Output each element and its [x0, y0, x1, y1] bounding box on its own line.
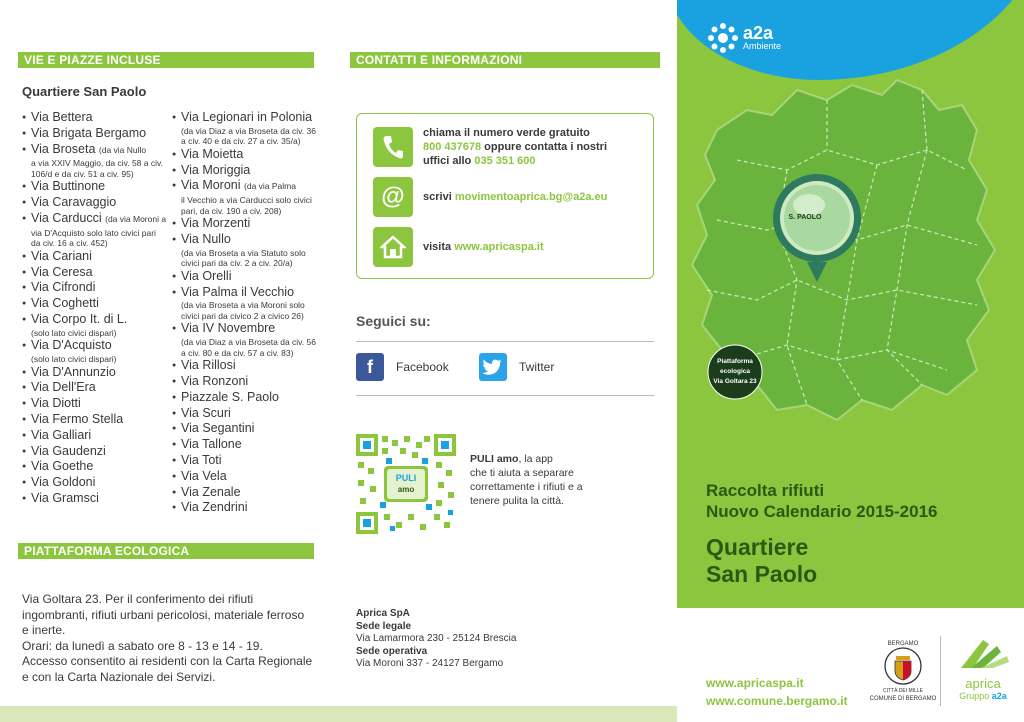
- company-name: Aprica SpA: [356, 608, 410, 619]
- app-line: che ti aiuta a separare: [470, 467, 574, 479]
- office-number[interactable]: 035 351 600: [474, 155, 536, 167]
- street-item: [22, 296, 167, 312]
- app-line: correttamente i rifiuti e a: [470, 481, 583, 493]
- street-item: [22, 444, 167, 460]
- qr-code[interactable]: [356, 434, 456, 534]
- street-item: [172, 500, 322, 516]
- street-item: [22, 312, 167, 338]
- app-line: , la app: [518, 453, 553, 465]
- street-name: Via Scuri: [181, 405, 231, 420]
- street-item: [22, 412, 167, 428]
- street-name: Via Moietta: [181, 146, 244, 161]
- street-name: Via Buttinone: [31, 179, 106, 194]
- eco-line: Accesso consentito ai residenti con la Carta Regionale: [22, 654, 313, 668]
- comune-top-label: BERGAMO: [887, 641, 919, 647]
- contact-email-row: [373, 177, 643, 217]
- eco-line: Orari: da lunedì a sabato ore 8 - 13 e 14 - 19.: [22, 638, 263, 653]
- street-name: Via D'Annunzio: [31, 364, 116, 379]
- street-item: [172, 178, 322, 216]
- street-item: [172, 437, 322, 453]
- facebook-label: Facebook: [396, 360, 449, 374]
- street-item: [172, 321, 322, 358]
- eco-line: e con la Carta Nazionale dei Servizi.: [22, 669, 216, 684]
- street-item: [22, 265, 167, 281]
- street-note: a via XXIV Maggio, da civ. 58 a civ. 106/d e da civ. 51 a civ. 95): [31, 158, 163, 179]
- legal-office-address: Via Lamarmora 230 - 25124 Brescia: [356, 633, 517, 644]
- group-brand: a2a: [991, 691, 1007, 701]
- street-item: [172, 216, 322, 232]
- street-note: (da via Broseta a via Moroni solo civici pari da civico 2 a civico 26): [181, 300, 305, 321]
- aprica-name: aprica: [965, 676, 1001, 691]
- street-item: [22, 195, 167, 211]
- street-name: Via Bettera: [31, 110, 93, 124]
- coat-of-arms-icon: [868, 636, 938, 694]
- app-description: [470, 452, 600, 508]
- street-list-column-2: [172, 110, 322, 516]
- street-name: Via Morzenti: [181, 216, 251, 231]
- quarter-subtitle: Quartiere San Paolo: [22, 84, 147, 99]
- street-note: (solo lato civici dispari): [31, 327, 117, 338]
- street-name: Via Zenale: [181, 484, 241, 499]
- street-item: [22, 179, 167, 195]
- follow-us-title: Seguici su:: [356, 313, 431, 329]
- street-item: [22, 110, 167, 126]
- at-sign-icon: @: [373, 177, 413, 217]
- home-icon: [373, 227, 413, 267]
- street-item: [22, 249, 167, 265]
- street-item: [172, 453, 322, 469]
- twitter-link[interactable]: [479, 353, 554, 381]
- street-note: (da via Broseta a via Statuto solo civici pari da civ. 2 a civ. 20/a): [181, 247, 306, 269]
- street-name: Via Cariani: [31, 248, 92, 263]
- street-item: [172, 390, 322, 406]
- street-item: [172, 163, 322, 179]
- phone-icon: [373, 127, 413, 167]
- group-label: Gruppo: [959, 691, 992, 701]
- quarter-title: Quartiere: [706, 534, 809, 560]
- street-note: (solo lato civici dispari): [31, 354, 117, 365]
- section-title-contacts: CONTATTI E INFORMAZIONI: [350, 52, 660, 68]
- street-note: (da via Palma: [244, 181, 296, 192]
- street-name: Via Goldoni: [31, 475, 96, 490]
- contact-web-row: [373, 227, 643, 267]
- operative-office-label: Sede operativa: [356, 645, 428, 657]
- street-name: Via D'Acquisto: [31, 338, 112, 353]
- bottom-strip: [0, 706, 677, 722]
- phone-office-intro: uffici allo: [423, 155, 475, 167]
- street-note: (da via Nullo: [98, 144, 147, 155]
- eco-platform-text: [22, 592, 322, 685]
- street-name: Via Diotti: [31, 396, 81, 411]
- street-item: [172, 469, 322, 485]
- street-name: Via Tallone: [181, 437, 242, 452]
- brand-subtitle: Ambiente: [743, 41, 782, 51]
- street-name: Via Ronzoni: [181, 373, 249, 388]
- street-name: Via Caravaggio: [31, 195, 117, 210]
- street-note: il Vecchio a via Carducci solo civici pari, da civ. 190 a civ. 208): [181, 195, 312, 216]
- street-note: via D'Acquisto solo lato civici pari da civ. 16 a civ. 452): [31, 227, 156, 249]
- street-item: [22, 459, 167, 475]
- street-name: Via Carducci: [31, 210, 102, 225]
- street-note: (da via Diaz a via Broseta da civ. 56 a civ. 80 e da civ. 57 a civ. 83): [181, 337, 316, 358]
- aprica-leaf-icon: [953, 632, 1013, 672]
- street-name: Via Broseta: [31, 141, 96, 156]
- street-item: [22, 475, 167, 491]
- street-list-column-1: [22, 110, 167, 507]
- street-item: [172, 374, 322, 390]
- section-title-eco-platform: PIATTAFORMA ECOLOGICA: [18, 543, 314, 559]
- street-name: Via Orelli: [181, 268, 232, 283]
- street-name: Via Brigata Bergamo: [31, 125, 147, 140]
- facebook-icon: f: [356, 353, 384, 381]
- operative-office-address: Via Moroni 337 - 24127 Bergamo: [356, 658, 504, 669]
- comune-motto: CITTÀ DEI MILLE: [882, 688, 924, 694]
- map-pin-label: S. PAOLO: [788, 214, 822, 221]
- qr-app-title: PULI: [395, 473, 417, 483]
- street-name: Via Goethe: [31, 459, 94, 474]
- street-name: Via Coghetti: [31, 296, 99, 311]
- street-item: [22, 428, 167, 444]
- aprica-group: [948, 690, 1018, 702]
- email-link[interactable]: movimentoaprica.bg@a2a.eu: [454, 191, 608, 203]
- street-name: Via Moroni: [181, 178, 241, 193]
- divider: [940, 636, 941, 706]
- campaign-line-1: Raccolta rifiuti: [706, 481, 825, 500]
- eco-line: e inerte.: [22, 623, 66, 637]
- street-item: [172, 485, 322, 501]
- street-name: Via Cifrondi: [31, 280, 96, 295]
- divider: [356, 395, 654, 396]
- street-item: [172, 358, 322, 374]
- twitter-icon: [479, 353, 507, 381]
- comune-bergamo-logo: [868, 636, 938, 702]
- web-text: [423, 240, 643, 254]
- street-name: Via IV Novembre: [181, 321, 276, 336]
- quarter-title-2: San Paolo: [706, 561, 818, 587]
- eco-line: Via Goltara 23. Per il conferimento dei rifiuti: [22, 592, 254, 606]
- street-name: Piazzale S. Paolo: [181, 389, 279, 404]
- street-name: Via Palma il Vecchio: [181, 284, 295, 299]
- facebook-link[interactable]: [356, 353, 449, 381]
- street-item: [22, 126, 167, 142]
- aprica-website-link[interactable]: www.apricaspa.it: [706, 676, 804, 690]
- street-item: [172, 269, 322, 285]
- legal-office-label: Sede legale: [356, 620, 412, 632]
- street-note: (da via Diaz a via Broseta da civ. 36 a civ. 40 e da civ. 27 a civ. 35/a): [181, 125, 316, 147]
- street-item: [172, 147, 322, 163]
- street-name: Via Galliari: [31, 427, 92, 442]
- campaign-title: [706, 480, 937, 588]
- eco-badge-line: Via Goltara 23: [713, 378, 757, 385]
- street-item: [22, 142, 167, 180]
- street-item: [172, 406, 322, 422]
- footer-links: [706, 674, 848, 710]
- phone-intro: chiama il numero verde gratuito: [423, 127, 590, 139]
- street-item: [22, 365, 167, 381]
- street-item: [22, 380, 167, 396]
- eco-badge-line: Piattaforma: [717, 358, 753, 365]
- company-info: [356, 608, 516, 671]
- street-name: Via Toti: [181, 452, 222, 467]
- email-text: [423, 190, 643, 204]
- aprica-logo: [948, 632, 1018, 702]
- campaign-line-2: Nuovo Calendario 2015-2016: [706, 502, 938, 521]
- comune-website-link[interactable]: www.comune.bergamo.it: [706, 694, 848, 708]
- street-item: [172, 421, 322, 437]
- street-name: Via Gramsci: [31, 490, 99, 505]
- app-name: PULI amo: [470, 453, 519, 465]
- street-item: [172, 285, 322, 322]
- app-line: tenere pulita la città.: [470, 495, 564, 507]
- street-name: Via Dell'Era: [31, 380, 96, 395]
- street-name: Via Vela: [181, 468, 227, 483]
- street-name: Via Zendrini: [181, 500, 248, 515]
- street-item: [22, 280, 167, 296]
- street-name: Via Nullo: [181, 231, 231, 246]
- street-note: (da via Moroni a: [105, 213, 167, 224]
- comune-label: COMUNE DI BERGAMO: [869, 696, 937, 702]
- web-link[interactable]: www.apricaspa.it: [454, 241, 544, 253]
- toll-free-number[interactable]: 800 437678: [423, 141, 482, 153]
- contacts-box: [356, 113, 654, 279]
- web-intro: visita: [423, 241, 455, 253]
- street-item: [172, 110, 322, 147]
- qr-app-subtitle: amo: [397, 485, 415, 494]
- twitter-label: Twitter: [519, 360, 555, 374]
- street-name: Via Segantini: [181, 421, 255, 436]
- section-title-streets: VIE E PIAZZE INCLUSE: [18, 52, 314, 68]
- street-name: Via Rillosi: [181, 358, 236, 373]
- street-item: [22, 211, 167, 249]
- phone-or: oppure contatta i nostri: [481, 141, 608, 153]
- divider: [356, 341, 654, 342]
- street-item: [22, 396, 167, 412]
- eco-line: ingombranti, rifiuti urbani pericolosi, materiale ferroso: [22, 607, 305, 622]
- brand-name: a2a: [743, 23, 774, 43]
- street-item: [22, 338, 167, 364]
- contact-phone-row: [373, 126, 643, 168]
- street-name: Via Fermo Stella: [31, 411, 124, 426]
- street-item: [172, 232, 322, 269]
- email-intro: scrivi: [423, 191, 455, 203]
- street-name: Via Legionari in Polonia: [181, 110, 313, 124]
- street-name: Via Moriggia: [181, 162, 251, 177]
- street-name: Via Ceresa: [31, 264, 93, 279]
- street-name: Via Corpo It. di L.: [31, 311, 128, 326]
- phone-text: [423, 126, 643, 168]
- street-name: Via Gaudenzi: [31, 443, 106, 458]
- street-item: [22, 491, 167, 507]
- eco-badge-line: ecologica: [720, 368, 750, 375]
